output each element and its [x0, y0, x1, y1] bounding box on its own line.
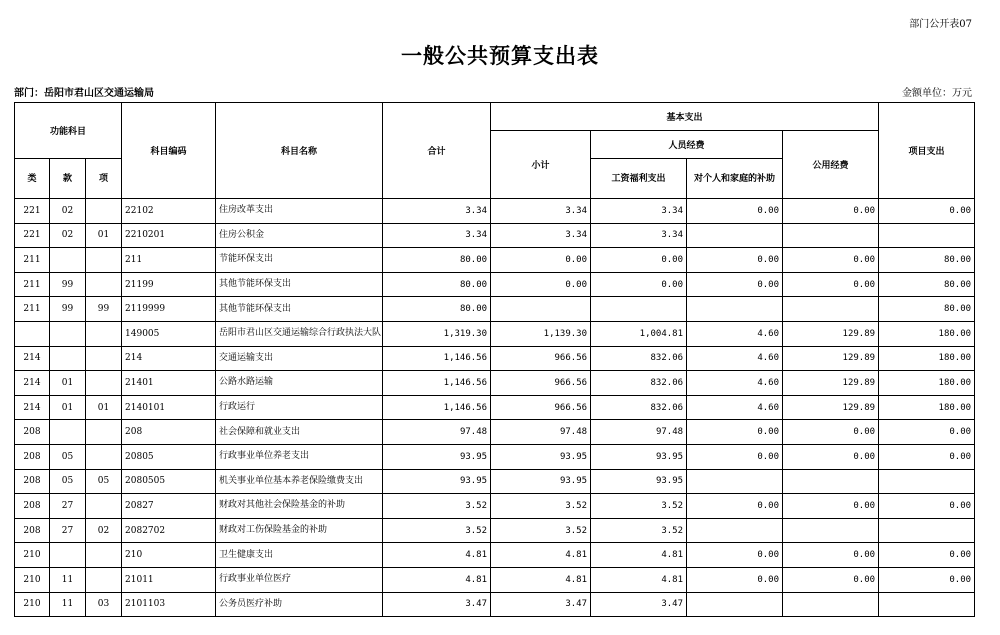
- cell-xiang: 03: [86, 592, 122, 617]
- cell-xiang: 01: [86, 395, 122, 420]
- cell-code: 22102: [122, 199, 216, 224]
- cell-subtotal: 4.81: [491, 543, 591, 568]
- cell-total: 1,146.56: [383, 371, 491, 396]
- table-row: [15, 371, 975, 396]
- cell-public: [783, 223, 879, 248]
- cell-salary: 0.00: [591, 272, 687, 297]
- cell-individual: [687, 592, 783, 617]
- cell-public: 129.89: [783, 346, 879, 371]
- cell-kuan: 11: [50, 567, 86, 592]
- cell-public: 0.00: [783, 444, 879, 469]
- cell-xiang: 99: [86, 297, 122, 322]
- cell-xiang: [86, 567, 122, 592]
- cell-code: 2101103: [122, 592, 216, 617]
- cell-name: 行政事业单位养老支出: [216, 444, 383, 469]
- cell-individual: 0.00: [687, 248, 783, 273]
- cell-project: [879, 518, 975, 543]
- header-subtotal: 小计: [491, 131, 591, 199]
- cell-project: 180.00: [879, 321, 975, 346]
- cell-project: 0.00: [879, 543, 975, 568]
- cell-subtotal: 0.00: [491, 248, 591, 273]
- cell-name: 行政事业单位医疗: [216, 567, 383, 592]
- cell-code: 21401: [122, 371, 216, 396]
- table-row: [15, 321, 975, 346]
- cell-individual: 4.60: [687, 346, 783, 371]
- header-code: 科目编码: [122, 103, 216, 199]
- cell-public: 0.00: [783, 567, 879, 592]
- cell-kuan: 02: [50, 223, 86, 248]
- cell-total: 80.00: [383, 272, 491, 297]
- cell-code: 21199: [122, 272, 216, 297]
- cell-subtotal: 0.00: [491, 272, 591, 297]
- cell-lei: 208: [15, 469, 50, 494]
- table-row: [15, 543, 975, 568]
- cell-subtotal: 3.34: [491, 199, 591, 224]
- cell-individual: [687, 469, 783, 494]
- header-xiang: 项: [86, 159, 122, 199]
- cell-kuan: 27: [50, 494, 86, 519]
- cell-total: 80.00: [383, 297, 491, 322]
- table-row: [15, 420, 975, 445]
- cell-xiang: [86, 494, 122, 519]
- cell-lei: 210: [15, 543, 50, 568]
- cell-name: 卫生健康支出: [216, 543, 383, 568]
- cell-xiang: [86, 321, 122, 346]
- cell-salary: 3.34: [591, 223, 687, 248]
- cell-subtotal: 93.95: [491, 469, 591, 494]
- cell-lei: 221: [15, 223, 50, 248]
- table-row: [15, 199, 975, 224]
- cell-public: 129.89: [783, 321, 879, 346]
- cell-subtotal: 966.56: [491, 395, 591, 420]
- cell-lei: 211: [15, 297, 50, 322]
- cell-xiang: [86, 371, 122, 396]
- cell-xiang: [86, 444, 122, 469]
- cell-project: 0.00: [879, 444, 975, 469]
- cell-xiang: [86, 543, 122, 568]
- cell-project: 0.00: [879, 494, 975, 519]
- cell-project: 80.00: [879, 297, 975, 322]
- cell-lei: 214: [15, 371, 50, 396]
- cell-total: 3.52: [383, 494, 491, 519]
- cell-subtotal: [491, 297, 591, 322]
- cell-public: 0.00: [783, 248, 879, 273]
- cell-project: 80.00: [879, 272, 975, 297]
- cell-xiang: [86, 248, 122, 273]
- cell-salary: 3.52: [591, 494, 687, 519]
- cell-total: 80.00: [383, 248, 491, 273]
- cell-code: 2119999: [122, 297, 216, 322]
- table-row: [15, 272, 975, 297]
- cell-total: 1,319.30: [383, 321, 491, 346]
- cell-code: 20827: [122, 494, 216, 519]
- cell-public: [783, 297, 879, 322]
- table-body: [15, 199, 975, 617]
- cell-public: 0.00: [783, 199, 879, 224]
- cell-public: [783, 592, 879, 617]
- header-name: 科目名称: [216, 103, 383, 199]
- cell-salary: 4.81: [591, 543, 687, 568]
- cell-public: 0.00: [783, 543, 879, 568]
- cell-kuan: [50, 321, 86, 346]
- cell-code: 2080505: [122, 469, 216, 494]
- header-lei: 类: [15, 159, 50, 199]
- cell-salary: 832.06: [591, 395, 687, 420]
- cell-total: 3.34: [383, 199, 491, 224]
- cell-kuan: 11: [50, 592, 86, 617]
- cell-code: 210: [122, 543, 216, 568]
- cell-subtotal: 4.81: [491, 567, 591, 592]
- cell-code: 20805: [122, 444, 216, 469]
- cell-name: 公务员医疗补助: [216, 592, 383, 617]
- cell-salary: 1,004.81: [591, 321, 687, 346]
- cell-lei: 221: [15, 199, 50, 224]
- cell-total: 1,146.56: [383, 346, 491, 371]
- cell-project: 180.00: [879, 346, 975, 371]
- header-individual: 对个人和家庭的补助: [687, 159, 783, 199]
- cell-individual: 0.00: [687, 543, 783, 568]
- cell-salary: 3.52: [591, 518, 687, 543]
- cell-name: 节能环保支出: [216, 248, 383, 273]
- cell-xiang: [86, 346, 122, 371]
- cell-subtotal: 966.56: [491, 346, 591, 371]
- cell-subtotal: 1,139.30: [491, 321, 591, 346]
- cell-salary: 3.47: [591, 592, 687, 617]
- cell-salary: 93.95: [591, 469, 687, 494]
- cell-name: 财政对工伤保险基金的补助: [216, 518, 383, 543]
- cell-name: 岳阳市君山区交通运输综合行政执法大队: [216, 321, 383, 346]
- cell-lei: 211: [15, 248, 50, 273]
- table-row: [15, 223, 975, 248]
- cell-individual: 0.00: [687, 494, 783, 519]
- cell-salary: [591, 297, 687, 322]
- cell-name: 其他节能环保支出: [216, 297, 383, 322]
- header-func-subject: 功能科目: [15, 103, 122, 159]
- cell-public: 0.00: [783, 272, 879, 297]
- form-number: 部门公开表07: [909, 19, 972, 30]
- cell-name: 财政对其他社会保险基金的补助: [216, 494, 383, 519]
- cell-code: 2210201: [122, 223, 216, 248]
- cell-total: 1,146.56: [383, 395, 491, 420]
- cell-kuan: 99: [50, 272, 86, 297]
- cell-subtotal: 3.34: [491, 223, 591, 248]
- cell-kuan: [50, 420, 86, 445]
- cell-project: [879, 223, 975, 248]
- table-row: [15, 469, 975, 494]
- header-project: 项目支出: [879, 103, 975, 199]
- cell-lei: 208: [15, 444, 50, 469]
- cell-name: 公路水路运输: [216, 371, 383, 396]
- cell-kuan: 05: [50, 469, 86, 494]
- cell-name: 社会保障和就业支出: [216, 420, 383, 445]
- cell-total: 97.48: [383, 420, 491, 445]
- amount-unit-label: 金额单位：万元: [902, 88, 972, 99]
- cell-individual: 0.00: [687, 567, 783, 592]
- cell-project: 180.00: [879, 395, 975, 420]
- cell-public: [783, 469, 879, 494]
- cell-individual: 0.00: [687, 199, 783, 224]
- cell-project: [879, 469, 975, 494]
- cell-individual: [687, 223, 783, 248]
- department-label: 部门：岳阳市君山区交通运输局: [14, 88, 154, 99]
- cell-individual: 0.00: [687, 272, 783, 297]
- cell-individual: [687, 297, 783, 322]
- cell-lei: 211: [15, 272, 50, 297]
- cell-kuan: 27: [50, 518, 86, 543]
- cell-individual: 4.60: [687, 395, 783, 420]
- cell-name: 住房改革支出: [216, 199, 383, 224]
- cell-code: 211: [122, 248, 216, 273]
- cell-project: 0.00: [879, 420, 975, 445]
- table-row: [15, 592, 975, 617]
- cell-public: 129.89: [783, 371, 879, 396]
- cell-lei: [15, 321, 50, 346]
- cell-code: 2082702: [122, 518, 216, 543]
- cell-kuan: 01: [50, 395, 86, 420]
- cell-kuan: [50, 543, 86, 568]
- cell-salary: 832.06: [591, 346, 687, 371]
- cell-total: 4.81: [383, 543, 491, 568]
- cell-salary: 4.81: [591, 567, 687, 592]
- cell-total: 4.81: [383, 567, 491, 592]
- cell-public: 0.00: [783, 494, 879, 519]
- cell-xiang: 02: [86, 518, 122, 543]
- cell-code: 214: [122, 346, 216, 371]
- cell-individual: 0.00: [687, 420, 783, 445]
- cell-lei: 214: [15, 346, 50, 371]
- cell-xiang: [86, 272, 122, 297]
- cell-public: 0.00: [783, 420, 879, 445]
- cell-lei: 208: [15, 518, 50, 543]
- cell-individual: 4.60: [687, 371, 783, 396]
- page-title: 一般公共预算支出表: [401, 44, 599, 68]
- cell-code: 2140101: [122, 395, 216, 420]
- cell-xiang: [86, 199, 122, 224]
- cell-kuan: 02: [50, 199, 86, 224]
- cell-salary: 832.06: [591, 371, 687, 396]
- cell-xiang: [86, 420, 122, 445]
- cell-subtotal: 3.52: [491, 494, 591, 519]
- header-kuan: 款: [50, 159, 86, 199]
- table-row: [15, 395, 975, 420]
- cell-kuan: 05: [50, 444, 86, 469]
- cell-project: 180.00: [879, 371, 975, 396]
- cell-kuan: 99: [50, 297, 86, 322]
- cell-xiang: 01: [86, 223, 122, 248]
- table-row: [15, 444, 975, 469]
- cell-salary: 97.48: [591, 420, 687, 445]
- cell-lei: 210: [15, 567, 50, 592]
- table-row: [15, 518, 975, 543]
- cell-subtotal: 97.48: [491, 420, 591, 445]
- table-row: [15, 494, 975, 519]
- cell-individual: 0.00: [687, 444, 783, 469]
- cell-name: 交通运输支出: [216, 346, 383, 371]
- cell-kuan: 01: [50, 371, 86, 396]
- cell-xiang: 05: [86, 469, 122, 494]
- cell-lei: 210: [15, 592, 50, 617]
- table-row: [15, 297, 975, 322]
- table-header: [15, 103, 975, 199]
- cell-kuan: [50, 248, 86, 273]
- cell-lei: 214: [15, 395, 50, 420]
- cell-name: 其他节能环保支出: [216, 272, 383, 297]
- header-total: 合计: [383, 103, 491, 199]
- cell-code: 149005: [122, 321, 216, 346]
- cell-name: 住房公积金: [216, 223, 383, 248]
- cell-project: [879, 592, 975, 617]
- cell-public: [783, 518, 879, 543]
- cell-lei: 208: [15, 494, 50, 519]
- cell-total: 93.95: [383, 444, 491, 469]
- cell-salary: 0.00: [591, 248, 687, 273]
- budget-table: [14, 102, 975, 617]
- table-row: [15, 567, 975, 592]
- header-salary: 工资福利支出: [591, 159, 687, 199]
- header-personnel: 人员经费: [591, 131, 783, 159]
- cell-salary: 3.34: [591, 199, 687, 224]
- table-row: [15, 248, 975, 273]
- cell-salary: 93.95: [591, 444, 687, 469]
- cell-name: 机关事业单位基本养老保险缴费支出: [216, 469, 383, 494]
- cell-project: 0.00: [879, 567, 975, 592]
- cell-lei: 208: [15, 420, 50, 445]
- cell-project: 0.00: [879, 199, 975, 224]
- cell-public: 129.89: [783, 395, 879, 420]
- cell-subtotal: 966.56: [491, 371, 591, 396]
- table-row: [15, 346, 975, 371]
- header-public: 公用经费: [783, 131, 879, 199]
- cell-project: 80.00: [879, 248, 975, 273]
- cell-total: 3.47: [383, 592, 491, 617]
- cell-total: 3.52: [383, 518, 491, 543]
- cell-kuan: [50, 346, 86, 371]
- cell-subtotal: 3.47: [491, 592, 591, 617]
- cell-name: 行政运行: [216, 395, 383, 420]
- cell-individual: 4.60: [687, 321, 783, 346]
- cell-total: 3.34: [383, 223, 491, 248]
- cell-individual: [687, 518, 783, 543]
- cell-subtotal: 93.95: [491, 444, 591, 469]
- cell-code: 21011: [122, 567, 216, 592]
- cell-code: 208: [122, 420, 216, 445]
- cell-total: 93.95: [383, 469, 491, 494]
- cell-subtotal: 3.52: [491, 518, 591, 543]
- header-basic: 基本支出: [491, 103, 879, 131]
